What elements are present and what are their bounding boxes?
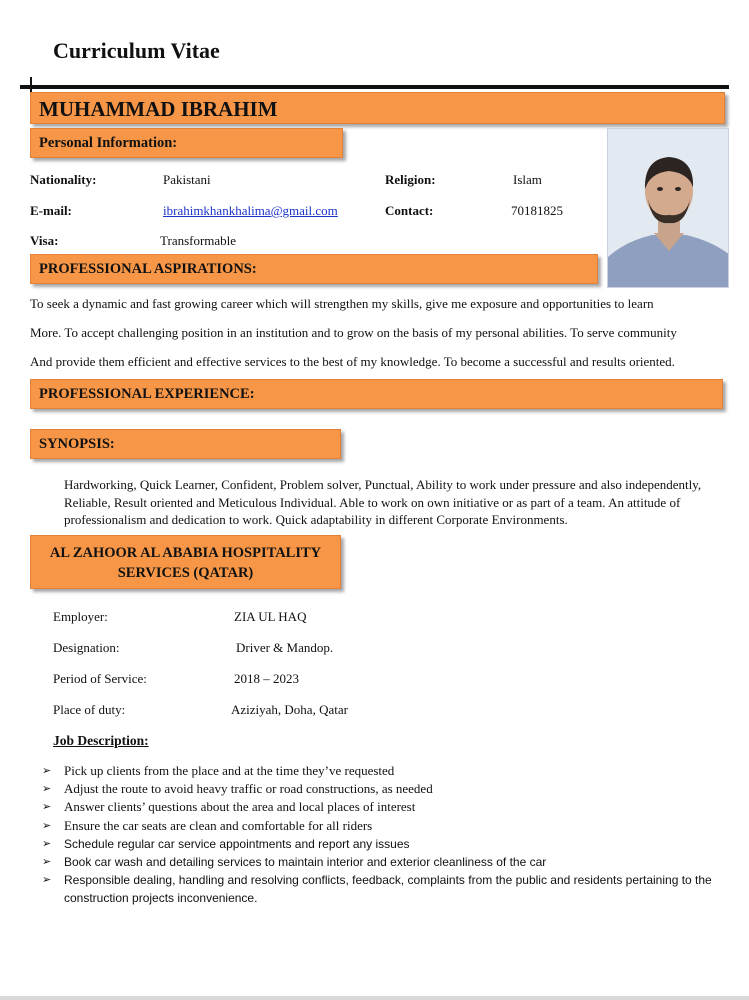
company-heading <box>30 535 341 589</box>
company-name-line-1: AL ZAHOOR AL ABABIA HOSPITALITY <box>49 545 322 561</box>
aspirations-line: More. To accept challenging position in an institution and to grow on the basis of my personal abilities. To serve community <box>30 325 677 340</box>
profile-photo <box>607 128 729 288</box>
email-link[interactable]: ibrahimkhankhalima@gmail.com <box>163 203 338 218</box>
employer-value: ZIA UL HAQ <box>234 609 307 624</box>
arrow-bullet-icon: ➢ <box>42 819 52 832</box>
arrow-bullet-icon: ➢ <box>42 801 52 814</box>
aspirations-line: And provide them efficient and effective services to the best of my knowledge. To become a successful and results oriented. <box>30 354 675 369</box>
email-label: E-mail: <box>30 203 72 218</box>
job-description-heading: Job Description: <box>53 733 149 748</box>
religion-label: Religion: <box>385 172 436 187</box>
period-value: 2018 – 2023 <box>234 671 299 686</box>
rule-mark-horizontal <box>22 86 40 88</box>
designation-label: Designation: <box>53 640 120 655</box>
company-name-line-2: SERVICES (QATAR) <box>117 565 254 581</box>
aspirations-heading: PROFESSIONAL ASPIRATIONS: <box>30 254 598 284</box>
list-item: ➢ Book car wash and detailing services to maintain interior and exterior cleanliness of the car <box>42 853 742 871</box>
employer-label: Employer: <box>53 609 108 624</box>
period-label: Period of Service: <box>53 671 147 686</box>
nationality-value: Pakistani <box>163 172 211 187</box>
experience-heading: PROFESSIONAL EXPERIENCE: <box>30 379 723 409</box>
arrow-bullet-icon: ➢ <box>42 765 52 777</box>
candidate-name: MUHAMMAD IBRAHIM <box>30 92 725 124</box>
list-item: ➢ Adjust the route to avoid heavy traffic or road constructions, as needed <box>42 780 742 798</box>
page-edge <box>0 996 749 1000</box>
contact-label: Contact: <box>385 203 434 218</box>
list-item: ➢ Pick up clients from the place and at the time they’ve requested <box>42 762 742 780</box>
title-rule <box>20 85 729 89</box>
arrow-bullet-icon: ➢ <box>42 837 52 850</box>
place-label: Place of duty: <box>53 702 126 717</box>
arrow-bullet-icon: ➢ <box>42 856 52 869</box>
list-item: ➢ Schedule regular car service appointments and report any issues <box>42 835 742 853</box>
profile-photo-icon <box>608 129 729 288</box>
designation-value: Driver & Mandop. <box>236 640 334 655</box>
list-item: ➢ Answer clients’ questions about the area and local places of interest <box>42 798 742 816</box>
arrow-bullet-icon: ➢ <box>42 783 52 796</box>
synopsis-heading: SYNOPSIS: <box>30 429 341 459</box>
list-item: ➢ Ensure the car seats are clean and comfortable for all riders <box>42 817 742 835</box>
visa-label: Visa: <box>30 233 59 248</box>
aspirations-line: To seek a dynamic and fast growing career which will strengthen my skills, give me exposure and opportunities to learn <box>30 296 654 311</box>
contact-value: 70181825 <box>511 203 563 218</box>
nationality-label: Nationality: <box>30 172 97 187</box>
visa-value: Transformable <box>160 233 237 248</box>
synopsis-text: Hardworking, Quick Learner, Confident, Problem solver, Punctual, Ability to work under pressure and also independently, Reliable, Result oriented and Meticulous Individual. Able to work on own initiative or as part of a team. An attitude of professionalism and dedication to work. Quick adaptability in different Corporate Environments. <box>64 477 702 527</box>
religion-value: Islam <box>513 172 542 187</box>
personal-info-heading: Personal Information: <box>30 128 343 158</box>
arrow-bullet-icon: ➢ <box>42 874 52 887</box>
document-title: Curriculum Vitae <box>53 38 220 63</box>
job-description-list <box>42 762 742 908</box>
place-value: Aziziyah, Doha, Qatar <box>231 702 348 717</box>
list-item: ➢ Responsible dealing, handling and resolving conflicts, feedback, complaints from the public and residents pertaining to the construction projects inconvenience. <box>42 873 712 906</box>
